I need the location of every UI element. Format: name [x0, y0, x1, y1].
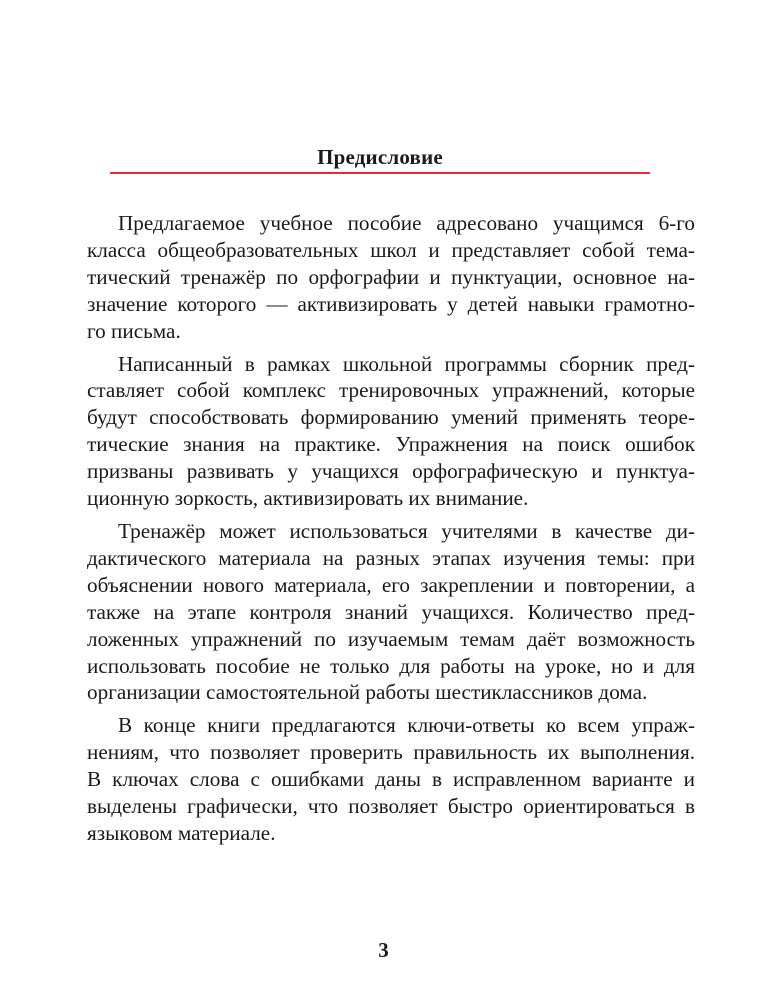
paragraph-line: Написанный в рамках школьной программы сборник пред-: [118, 351, 695, 376]
page-title: Предисловие: [317, 145, 443, 169]
paragraph-line: призваны развивать у учащихся орфографическую и пунктуа-: [87, 459, 695, 484]
paragraph-line: нениям, что позволяет проверить правильность их выполнения.: [87, 740, 695, 765]
paragraph-3: [87, 518, 695, 706]
paragraph-line: В ключах слова с ошибками даны в исправленном варианте и: [87, 767, 695, 792]
paragraph-line: ставляет собой комплекс тренировочных упражнений, которые: [87, 378, 695, 403]
page-number: 3: [378, 938, 389, 962]
body-text: [87, 210, 695, 847]
paragraph-line: класса общеобразовательных школ и представляет собой тема-: [87, 237, 695, 262]
paragraph-line: тический тренажёр по орфографии и пунктуации, основное на-: [87, 264, 695, 289]
paragraph-line: го письма.: [87, 318, 181, 343]
paragraph-line: Предлагаемое учебное пособие адресовано учащимся 6-го: [118, 211, 695, 235]
paragraph-2: [87, 351, 695, 512]
paragraph-line: ложенных упражнений по изучаемым темам даёт возможность: [87, 626, 695, 651]
paragraph-line: организации самостоятельной работы шестиклассников дома.: [87, 680, 648, 705]
paragraph-line: объяснении нового материала, его закреплении и повторении, а: [87, 572, 695, 597]
heading-underline: [110, 172, 650, 174]
paragraph-line: использовать пособие не только для работы на уроке, но и для: [87, 653, 695, 678]
paragraph-line: значение которого — активизировать у детей навыки грамотно-: [87, 291, 695, 316]
paragraph-line: также на этапе контроля знаний учащихся. Количество пред-: [87, 599, 695, 624]
paragraph-line: дактического материала на разных этапах изучения темы: при: [87, 545, 695, 570]
paragraph-line: выделены графически, что позволяет быстро ориентироваться в: [87, 794, 695, 819]
paragraph-line: ционную зоркость, активизировать их внимание.: [87, 486, 529, 511]
paragraph-line: Тренажёр может использоваться учителями в качестве ди-: [118, 518, 695, 543]
heading-block: [110, 142, 650, 174]
paragraph-4: [87, 712, 695, 847]
paragraph-line: тические знания на практике. Упражнения на поиск ошибок: [87, 432, 695, 457]
paragraph-line: будут способствовать формированию умений применять теоре-: [87, 405, 695, 430]
paragraph-1: [87, 210, 695, 345]
paragraph-line: языковом материале.: [87, 820, 276, 845]
paragraph-line: В конце книги предлагаются ключи-ответы ко всем упраж-: [118, 713, 695, 738]
